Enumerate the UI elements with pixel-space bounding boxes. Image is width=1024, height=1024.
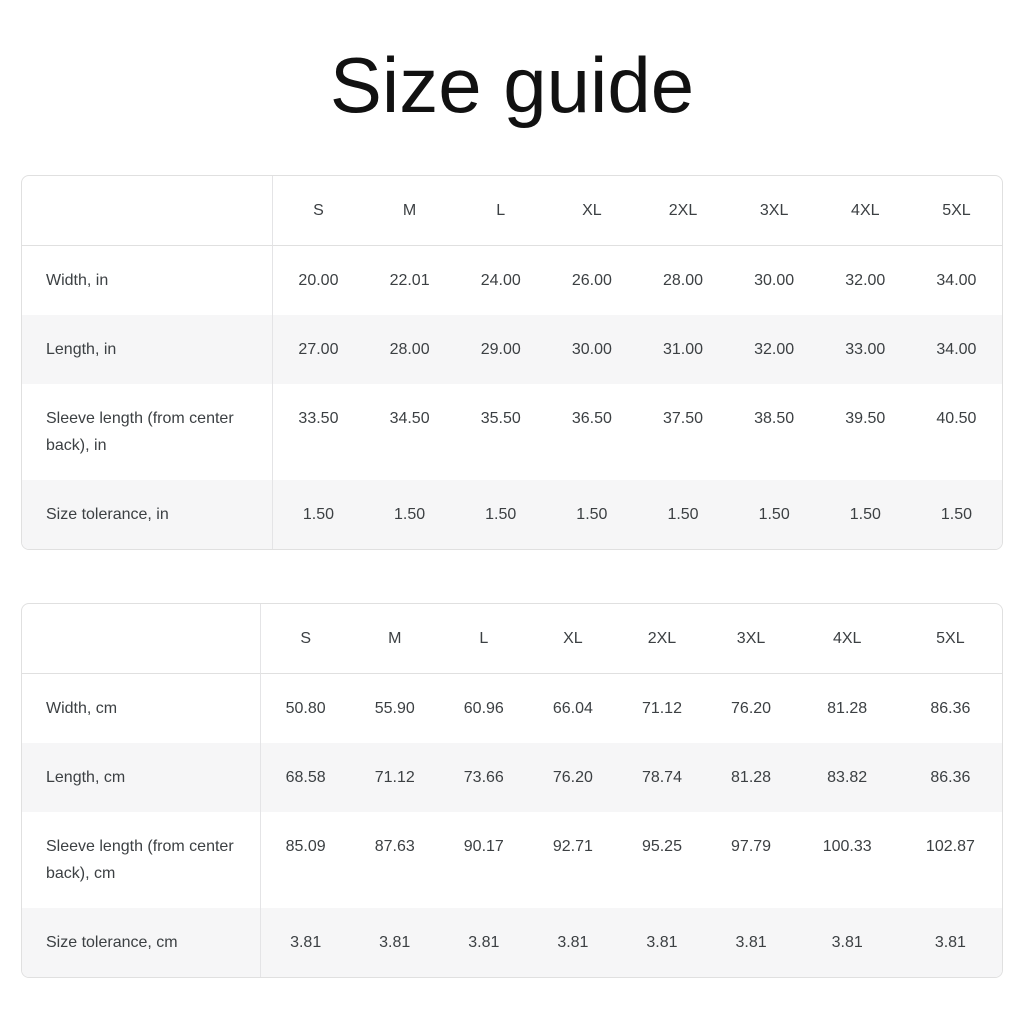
- size-value-cell: 68.58: [285, 769, 326, 787]
- size-value-cell: 35.50: [480, 410, 521, 428]
- size-value-cell: 34.00: [936, 272, 977, 290]
- row-label: Sleeve length (from center back), in: [22, 384, 273, 480]
- size-value-cell: 50.80: [285, 700, 326, 718]
- table-row: [22, 908, 1002, 977]
- size-value-cell: 29.00: [480, 341, 521, 359]
- size-value-cell: 3.81: [934, 934, 966, 952]
- size-value-cell: 71.12: [374, 769, 415, 787]
- page-title: Size guide: [329, 41, 695, 129]
- size-value-cell: 33.00: [845, 341, 886, 359]
- size-value-cell: 86.36: [930, 769, 971, 787]
- size-column-header: 4XL: [820, 176, 911, 246]
- size-value-cell: 83.82: [827, 769, 868, 787]
- size-value-cell: 34.50: [389, 410, 430, 428]
- size-value-cell: 97.79: [731, 838, 772, 856]
- size-value-cell: 95.25: [641, 838, 682, 856]
- size-value-cell: 27.00: [298, 341, 339, 359]
- size-column-header: S: [273, 176, 364, 246]
- size-value-cell: 3.81: [379, 934, 411, 952]
- table-row: [22, 812, 1002, 908]
- size-column-header: 5XL: [899, 604, 1002, 674]
- size-column-header: 4XL: [796, 604, 899, 674]
- table-row: [22, 674, 1002, 743]
- size-value-cell: 37.50: [662, 410, 704, 428]
- size-value-cell: 85.09: [285, 838, 326, 856]
- size-value-cell: 1.50: [940, 506, 972, 524]
- header-row: [22, 604, 1002, 674]
- size-column-header: M: [350, 604, 439, 674]
- corner-cell: [22, 604, 261, 674]
- size-value-cell: 34.00: [936, 341, 977, 359]
- size-value-cell: 32.00: [845, 272, 886, 290]
- row-label: Sleeve length (from center back), cm: [22, 812, 261, 908]
- row-label: Length, in: [22, 315, 273, 384]
- size-value-cell: 28.00: [389, 341, 430, 359]
- size-column-header: XL: [546, 176, 637, 246]
- size-value-cell: 1.50: [667, 506, 699, 524]
- size-value-cell: 1.50: [576, 506, 608, 524]
- size-value-cell: 22.01: [389, 272, 430, 290]
- size-value-cell: 90.17: [463, 838, 504, 856]
- size-value-cell: 55.90: [374, 700, 415, 718]
- size-value-cell: 81.28: [827, 700, 868, 718]
- size-table-centimeters-container: [21, 603, 1003, 978]
- size-value-cell: 73.66: [463, 769, 504, 787]
- size-value-cell: 32.00: [754, 341, 795, 359]
- corner-cell: [22, 176, 273, 246]
- size-value-cell: 71.12: [641, 700, 682, 718]
- size-value-cell: 78.74: [641, 769, 682, 787]
- size-value-cell: 3.81: [735, 934, 767, 952]
- row-label: Size tolerance, cm: [22, 908, 261, 977]
- size-column-header: XL: [528, 604, 617, 674]
- size-value-cell: 66.04: [552, 700, 593, 718]
- table-row: [22, 384, 1002, 480]
- size-value-cell: 1.50: [758, 506, 790, 524]
- size-value-cell: 86.36: [930, 700, 971, 718]
- size-table-centimeters: [22, 604, 1002, 977]
- table-row: [22, 315, 1002, 384]
- size-value-cell: 24.00: [480, 272, 521, 290]
- size-column-header: 2XL: [617, 604, 706, 674]
- size-guide-page: [0, 42, 1024, 978]
- size-value-cell: 3.81: [290, 934, 322, 952]
- size-value-cell: 76.20: [731, 700, 772, 718]
- row-label: Width, in: [22, 246, 273, 315]
- size-value-cell: 39.50: [845, 410, 886, 428]
- size-value-cell: 92.71: [552, 838, 593, 856]
- size-value-cell: 1.50: [485, 506, 517, 524]
- size-column-header: M: [364, 176, 455, 246]
- table-row: [22, 246, 1002, 315]
- size-table-inches: [22, 176, 1002, 549]
- size-value-cell: 3.81: [468, 934, 500, 952]
- size-table-inches-container: [21, 175, 1003, 550]
- size-column-header: L: [455, 176, 546, 246]
- table-row: [22, 743, 1002, 812]
- size-value-cell: 3.81: [831, 934, 863, 952]
- size-value-cell: 40.50: [936, 410, 977, 428]
- size-value-cell: 100.33: [822, 838, 872, 856]
- size-value-cell: 33.50: [298, 410, 339, 428]
- size-value-cell: 1.50: [849, 506, 881, 524]
- size-value-cell: 87.63: [374, 838, 415, 856]
- size-value-cell: 38.50: [754, 410, 795, 428]
- size-column-header: S: [261, 604, 350, 674]
- row-label: Length, cm: [22, 743, 261, 812]
- size-value-cell: 30.00: [754, 272, 795, 290]
- row-label: Size tolerance, in: [22, 480, 273, 549]
- size-column-header: 3XL: [707, 604, 796, 674]
- size-column-header: 2XL: [637, 176, 728, 246]
- size-column-header: 5XL: [911, 176, 1002, 246]
- size-column-header: 3XL: [729, 176, 820, 246]
- size-value-cell: 1.50: [394, 506, 426, 524]
- size-value-cell: 36.50: [571, 410, 612, 428]
- table-row: [22, 480, 1002, 549]
- size-value-cell: 20.00: [298, 272, 339, 290]
- size-value-cell: 31.00: [662, 341, 704, 359]
- size-value-cell: 1.50: [302, 506, 335, 524]
- row-label: Width, cm: [22, 674, 261, 743]
- size-value-cell: 3.81: [557, 934, 589, 952]
- size-value-cell: 81.28: [731, 769, 772, 787]
- size-value-cell: 28.00: [662, 272, 704, 290]
- size-value-cell: 3.81: [646, 934, 678, 952]
- size-value-cell: 76.20: [552, 769, 593, 787]
- size-value-cell: 60.96: [463, 700, 504, 718]
- size-value-cell: 102.87: [925, 838, 975, 856]
- header-row: [22, 176, 1002, 246]
- size-value-cell: 26.00: [571, 272, 612, 290]
- size-value-cell: 30.00: [571, 341, 612, 359]
- size-column-header: L: [439, 604, 528, 674]
